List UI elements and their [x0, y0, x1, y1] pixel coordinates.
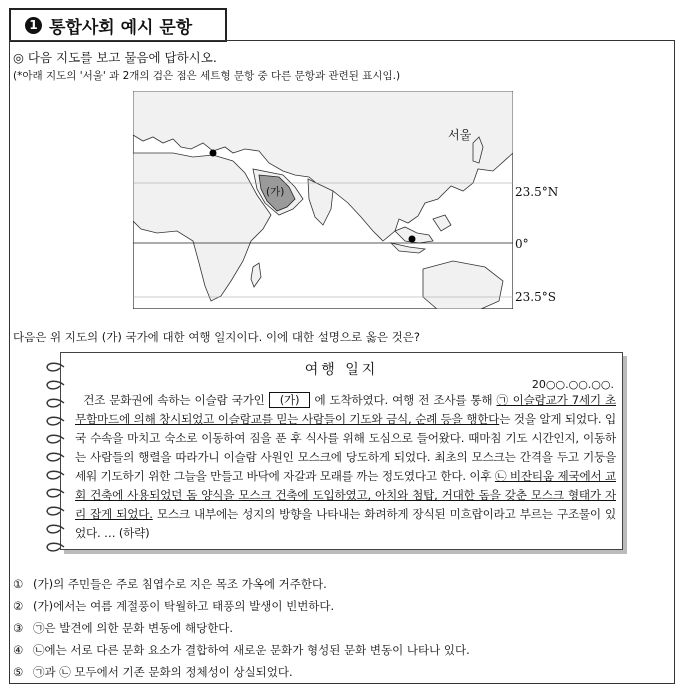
- diary-text-3: 는 것을 알게 되었다. 입국 수속을 마치고 숙소로 이동하여 짐을 푼 후 식사를 위해 도심으로 들어왔다. 때마침 기도 시간인지, 이동하는 사람들의 행렬을 따라가니 이슬람 사원인 모스크에 당도하게 되었다. 최초의 모스크는 간격을 두고 기둥을 세워 기도하기 위한 그늘을 만들고 바닥에 자갈과 모래를 까는 정도였다고 한다. 이후: [75, 412, 616, 483]
- spiral-ring: [44, 524, 66, 534]
- spiral-ring: [44, 452, 66, 462]
- lat-label-south: 23.5°S: [515, 290, 556, 304]
- spiral-ring: [44, 416, 66, 426]
- option-3[interactable]: ③ ㉠은 발견에 의한 문화 변동에 해당한다.: [13, 621, 234, 635]
- question-text: 다음은 위 지도의 (가) 국가에 대한 여행 일지이다. 이에 대한 설명으로 옳은 것은?: [13, 330, 420, 344]
- map-dot-europe: [210, 150, 217, 157]
- diary-text-4: 모스크 내부에는 성지의 방향을 나타내는 화려하게 장식된 미흐랍이라고 부르는 구조물이 있었다. … (하략): [75, 507, 616, 540]
- lat-label-north: 23.5°N: [515, 185, 559, 199]
- diary-text-1: 건조 문화권에 속하는 이슬람 국가인: [83, 393, 265, 407]
- spiral-ring: [44, 506, 66, 516]
- question-number: 1: [25, 17, 42, 34]
- diary-ga-box: (가): [269, 392, 311, 408]
- diary-body: [75, 391, 616, 543]
- map-label-seoul: 서울: [448, 128, 472, 142]
- diary-underline-b: ㉡ 비잔티움 제국에서 교회 건축에 사용되었던 돔 양식을 모스크 건축에 도입하였고, 아치와 첨탑, 거대한 돔을 갖춘 모스크 형태가 자리 잡게 되었다.: [75, 469, 616, 521]
- spiral-ring: [44, 434, 66, 444]
- answer-options: [13, 573, 470, 683]
- travel-diary: [60, 352, 623, 550]
- spiral-ring: [44, 398, 66, 408]
- question-title-box: [9, 8, 227, 42]
- diary-title: 여행 일지: [304, 362, 379, 378]
- world-map: [133, 91, 513, 309]
- diary-date: 20○○.○○.○○.: [531, 378, 614, 391]
- spiral-ring: [44, 542, 66, 552]
- spiral-ring: [44, 488, 66, 498]
- diary-text-2: 에 도착하였다. 여행 전 조사를 통해: [314, 393, 493, 407]
- option-5[interactable]: ⑤ ㉠과 ㉡ 모두에서 기존 문화의 정체성이 상실되었다.: [13, 665, 293, 679]
- spiral-ring: [44, 470, 66, 480]
- note-text: (*아래 지도의 '서울' 과 2개의 검은 점은 세트형 문항 중 다른 문항과 관련된 표시임.): [13, 70, 401, 82]
- diary-underline-a: ㉠ 이슬람교가 7세기 초 무함마드에 의해 창시되었고 이슬람교를 믿는 사람들이 기도와 금식, 순례 등을 행한다: [75, 393, 616, 426]
- option-1[interactable]: ① (가)의 주민들은 주로 침엽수로 지은 목조 가옥에 거주한다.: [13, 577, 327, 591]
- instruction-text: ◎ 다음 지도를 보고 물음에 답하시오.: [13, 50, 217, 65]
- spiral-ring: [44, 362, 66, 372]
- option-2[interactable]: ② (가)에서는 여름 계절풍이 탁월하고 태풍의 발생이 빈번하다.: [13, 599, 335, 613]
- spiral-ring: [44, 380, 66, 390]
- map-dot-asia: [409, 236, 416, 243]
- lat-label-equator: 0°: [515, 237, 529, 251]
- option-4[interactable]: ④ ㉡에는 서로 다른 문화 요소가 결합하여 새로운 문화가 형성된 문화 변동이 나타나 있다.: [13, 643, 470, 657]
- map-label-ga: (가): [266, 186, 285, 198]
- question-title: 통합사회 예시 문항: [49, 17, 193, 38]
